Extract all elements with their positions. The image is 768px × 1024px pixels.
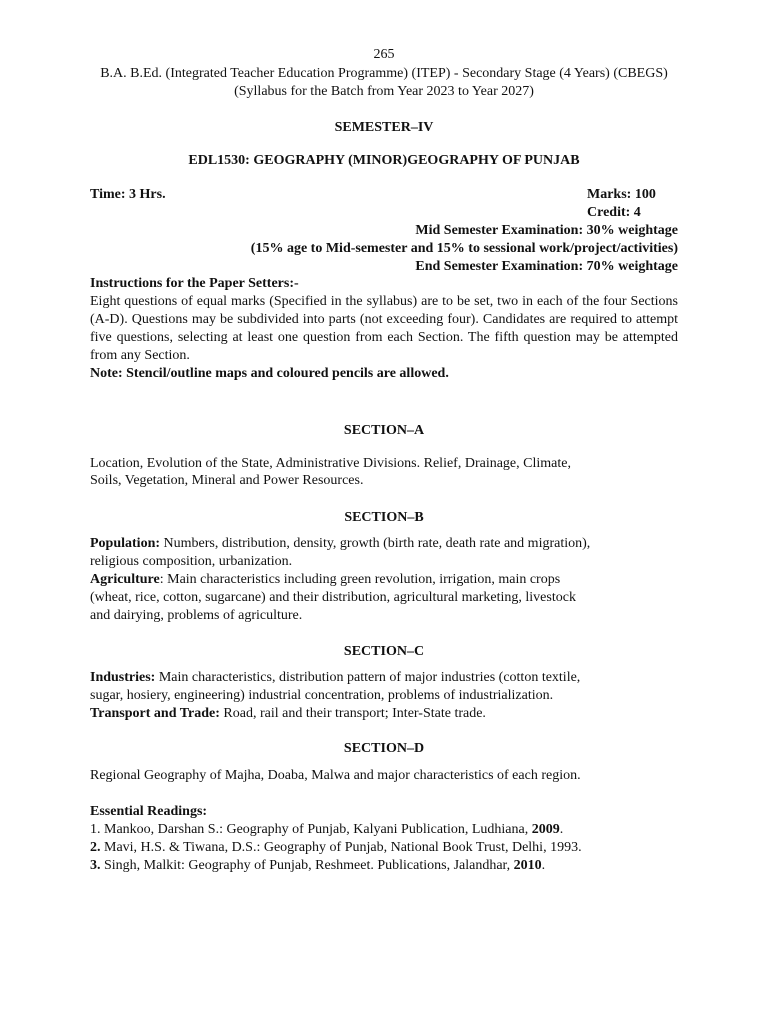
- agriculture-label: Agriculture: [90, 572, 160, 587]
- header-line-2: (Syllabus for the Batch from Year 2023 to Year 2027): [234, 84, 534, 99]
- reading-1-end: .: [559, 822, 564, 837]
- exam-marks: Marks: 100: [587, 187, 656, 202]
- reading-1-year: 2009: [531, 822, 560, 837]
- industries-line-2: sugar, hosiery, engineering) industrial concentration, problems of industrialization.: [90, 688, 554, 703]
- industries-text: Main characteristics, distribution pattern of major industries (cotton textile,: [155, 670, 581, 685]
- section-d-text: Regional Geography of Majha, Doaba, Malwa and major characteristics of each region.: [90, 768, 581, 783]
- instructions-body: Eight questions of equal marks (Specified in the syllabus) are to be set, two in each of the four Sections (A-D). Questions may be subdivided into parts (not exceeding four). Candidates are required to attempt five questions, selecting at least one question from each Section. The fifth question may be attempted from any Section.: [90, 294, 678, 363]
- reading-1-text: Mankoo, Darshan S.: Geography of Punjab, Kalyani Publication, Ludhiana,: [100, 822, 532, 837]
- reading-3-text: Singh, Malkit: Geography of Punjab, Reshmeet. Publications, Jalandhar,: [100, 858, 514, 873]
- semester-heading: SEMESTER–IV: [334, 120, 434, 135]
- exam-credit: Credit: 4: [587, 205, 641, 220]
- readings-heading: Essential Readings:: [90, 804, 208, 819]
- agriculture-line-1: [90, 571, 678, 589]
- industries-line-1: [90, 669, 678, 687]
- section-a-line-1: Location, Evolution of the State, Administrative Divisions. Relief, Drainage, Climate,: [90, 456, 571, 471]
- reading-2: [90, 839, 678, 857]
- exam-mid: Mid Semester Examination: 30% weightage: [415, 223, 678, 238]
- instructions-heading: Instructions for the Paper Setters:-: [90, 276, 299, 291]
- reading-3-end: .: [541, 858, 546, 873]
- course-title: EDL1530: GEOGRAPHY (MINOR)GEOGRAPHY OF PUNJAB: [188, 153, 580, 168]
- reading-2-number: 2.: [90, 840, 101, 855]
- agriculture-text: : Main characteristics including green revolution, irrigation, main crops: [159, 572, 561, 587]
- header-line-1: B.A. B.Ed. (Integrated Teacher Education Programme) (ITEP) - Secondary Stage (4 Years) (CBEGS): [100, 66, 668, 81]
- exam-end: End Semester Examination: 70% weightage: [415, 259, 678, 274]
- population-label: Population:: [90, 536, 161, 551]
- section-c-heading: SECTION–C: [343, 644, 425, 659]
- reading-1: [90, 821, 678, 839]
- population-line-1: [90, 535, 678, 553]
- agriculture-line-3: and dairying, problems of agriculture.: [90, 608, 303, 623]
- section-a-heading: SECTION–A: [343, 423, 425, 438]
- population-text: Numbers, distribution, density, growth (birth rate, death rate and migration),: [160, 536, 591, 551]
- reading-3-number: 3.: [90, 858, 101, 873]
- instructions-note: Note: Stencil/outline maps and coloured pencils are allowed.: [90, 366, 449, 381]
- reading-1-number: 1.: [90, 822, 101, 837]
- section-a-line-2: Soils, Vegetation, Mineral and Power Resources.: [90, 473, 364, 488]
- agriculture-line-2: (wheat, rice, cotton, sugarcane) and their distribution, agricultural marketing, livestock: [90, 590, 576, 605]
- exam-time: Time: 3 Hrs.: [90, 187, 166, 202]
- exam-mid-detail: (15% age to Mid-semester and 15% to sessional work/project/activities): [250, 241, 678, 256]
- reading-3-year: 2010: [513, 858, 542, 873]
- section-b-heading: SECTION–B: [344, 510, 424, 525]
- reading-3: [90, 857, 678, 875]
- transport-label: Transport and Trade:: [90, 706, 220, 721]
- reading-2-text: Mavi, H.S. & Tiwana, D.S.: Geography of Punjab, National Book Trust, Delhi, 1993.: [100, 840, 582, 855]
- transport-line: [90, 705, 678, 723]
- industries-label: Industries:: [90, 670, 156, 685]
- page-number: 265: [373, 47, 395, 62]
- section-d-heading: SECTION–D: [343, 741, 425, 756]
- transport-text: Road, rail and their transport; Inter-State trade.: [219, 706, 486, 721]
- population-line-2: religious composition, urbanization.: [90, 554, 293, 569]
